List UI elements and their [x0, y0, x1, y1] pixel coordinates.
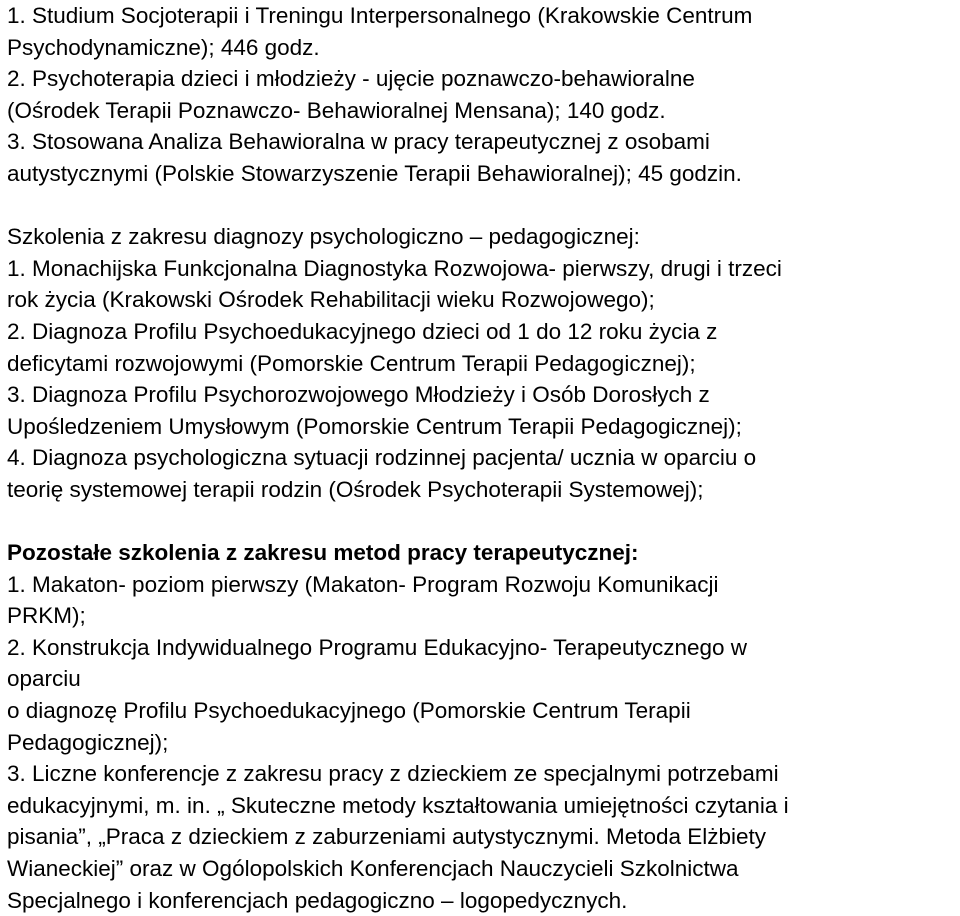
text-line: o diagnozę Profilu Psychoedukacyjnego (Pomorskie Centrum Terapii [7, 698, 691, 724]
section-heading-other-methods: Pozostałe szkolenia z zakresu metod pracy terapeutycznej: [7, 540, 639, 566]
text-line: Psychodynamiczne); 446 godz. [7, 34, 320, 60]
text-line: 4. Diagnoza psychologiczna sytuacji rodzinnej pacjenta/ ucznia w oparciu o [7, 445, 757, 471]
section-heading-diagnosis: Szkolenia z zakresu diagnozy psychologiczno – pedagogicznej: [7, 224, 640, 250]
text-line: 3. Diagnoza Profilu Psychorozwojowego Młodzieży i Osób Dorosłych z [7, 382, 710, 408]
text-line: 3. Liczne konferencje z zakresu pracy z dzieckiem ze specjalnymi potrzebami [7, 761, 779, 787]
text-line: oparciu [7, 666, 81, 692]
text-line: 1. Monachijska Funkcjonalna Diagnostyka Rozwojowa- pierwszy, drugi i trzeci [7, 255, 782, 281]
text-line: deficytami rozwojowymi (Pomorskie Centrum Terapii Pedagogicznej); [7, 350, 696, 376]
text-line: (Ośrodek Terapii Poznawczo- Behawioralnej Mensana); 140 godz. [7, 97, 666, 123]
text-line: pisania”, „Praca z dzieckiem z zaburzeniami autystycznymi. Metoda Elżbiety [7, 824, 767, 850]
text-line: edukacyjnymi, m. in. „ Skuteczne metody kształtowania umiejętności czytania i [7, 792, 789, 818]
text-line: 2. Diagnoza Profilu Psychoedukacyjnego dzieci od 1 do 12 roku życia z [7, 318, 718, 344]
text-line: PRKM); [7, 603, 86, 629]
text-line: Specjalnego i konferencjach pedagogiczno – logopedycznych. [7, 887, 628, 913]
document-page [7, 0, 957, 916]
training-list-diagnosis [7, 221, 957, 505]
text-line: autystycznymi (Polskie Stowarzyszenie Terapii Behawioralnej); 45 godzin. [7, 160, 742, 186]
text-line: Wianeckiej” oraz w Ogólopolskich Konferencjach Nauczycieli Szkolnictwa [7, 856, 739, 882]
training-list-psychotherapy [7, 0, 957, 190]
spacer [7, 506, 957, 538]
text-line: 2. Konstrukcja Indywidualnego Programu Edukacyjno- Terapeutycznego w [7, 634, 748, 660]
text-line: Upośledzeniem Umysłowym (Pomorskie Centrum Terapii Pedagogicznej); [7, 413, 742, 439]
text-line: rok życia (Krakowski Ośrodek Rehabilitacji wieku Rozwojowego); [7, 287, 655, 313]
training-list-other-methods [7, 537, 957, 916]
text-line: 2. Psychoterapia dzieci i młodzieży - ujęcie poznawczo-behawioralne [7, 66, 695, 92]
text-line: 3. Stosowana Analiza Behawioralna w pracy terapeutycznej z osobami [7, 129, 710, 155]
spacer [7, 190, 957, 222]
text-line: Pedagogicznej); [7, 729, 169, 755]
text-line: teorię systemowej terapii rodzin (Ośrodek Psychoterapii Systemowej); [7, 476, 704, 502]
text-line: 1. Studium Socjoterapii i Treningu Interpersonalnego (Krakowskie Centrum [7, 3, 753, 28]
text-line: 1. Makaton- poziom pierwszy (Makaton- Program Rozwoju Komunikacji [7, 571, 719, 597]
